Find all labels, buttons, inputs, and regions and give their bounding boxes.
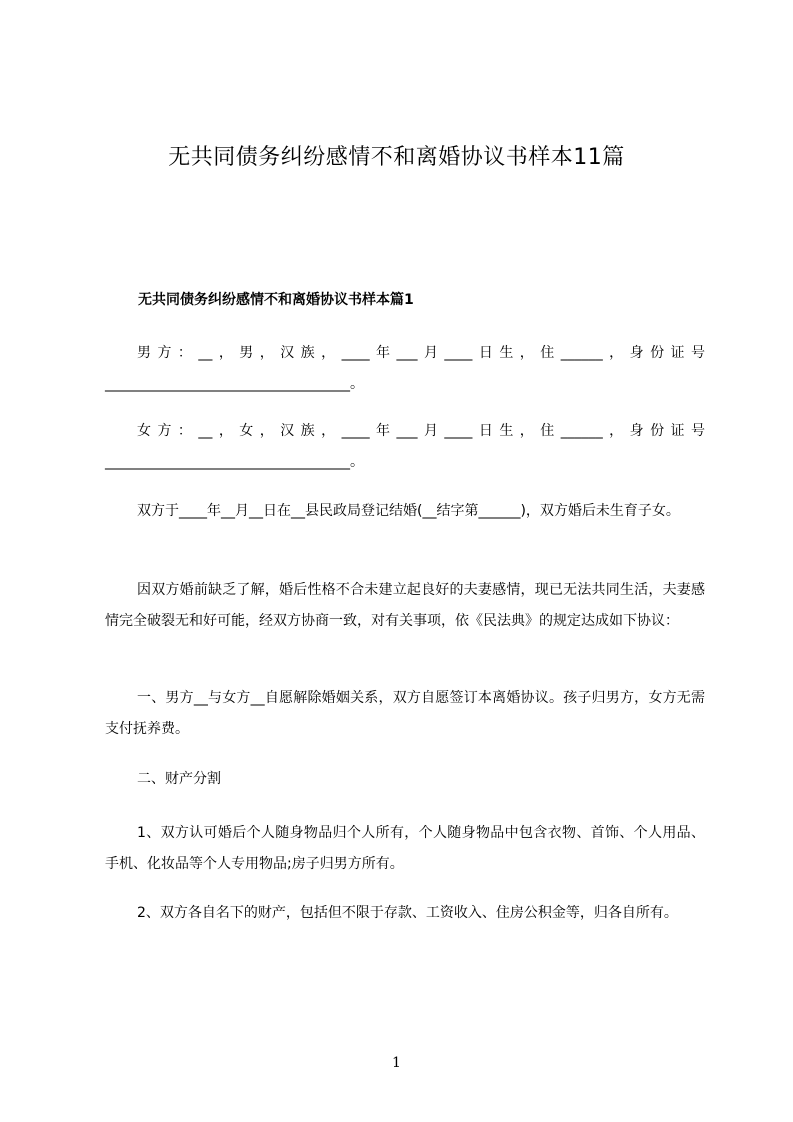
paragraph-clause-one: 一、男方__与女方__自愿解除婚姻关系，双方自愿签订本离婚协议。孩子归男方，女方无需支付抚养费。 bbox=[105, 690, 705, 737]
paragraph-marriage-registration: 双方于____年__月__日在__县民政局登记结婚(__结字第______)，双方婚后未生育子女。 bbox=[137, 503, 680, 519]
page-number: 1 bbox=[392, 1055, 401, 1071]
paragraph-reason: 因双方婚前缺乏了解，婚后性格不合未建立起良好的夫妻感情，现已无法共同生活，夫妻感情完全破裂无和好可能，经双方协商一致，对有关事项，依《民法典》的规定达成如下协议： bbox=[105, 582, 705, 629]
paragraph-female-party: 女方：__，女，汉族，____年___月____日生，住______，身份证号___________________________________。 bbox=[105, 423, 705, 470]
paragraph-property-item-1: 1、双方认可婚后个人随身物品归个人所有，个人随身物品中包含衣物、首饰、个人用品、手机、化妆品等个人专用物品;房子归男方所有。 bbox=[105, 825, 705, 872]
paragraph-male-party: 男方：__，男，汉族，____年___月____日生，住______，身份证号___________________________________。 bbox=[105, 345, 705, 392]
section-title: 无共同债务纠纷感情不和离婚协议书样本篇1 bbox=[138, 292, 414, 308]
paragraph-clause-two-heading: 二、财产分割 bbox=[137, 771, 221, 787]
document-title: 无共同债务纠纷感情不和离婚协议书样本11篇 bbox=[168, 145, 625, 170]
paragraph-property-item-2: 2、双方各自名下的财产，包括但不限于存款、工资收入、住房公积金等，归各自所有。 bbox=[137, 905, 678, 921]
